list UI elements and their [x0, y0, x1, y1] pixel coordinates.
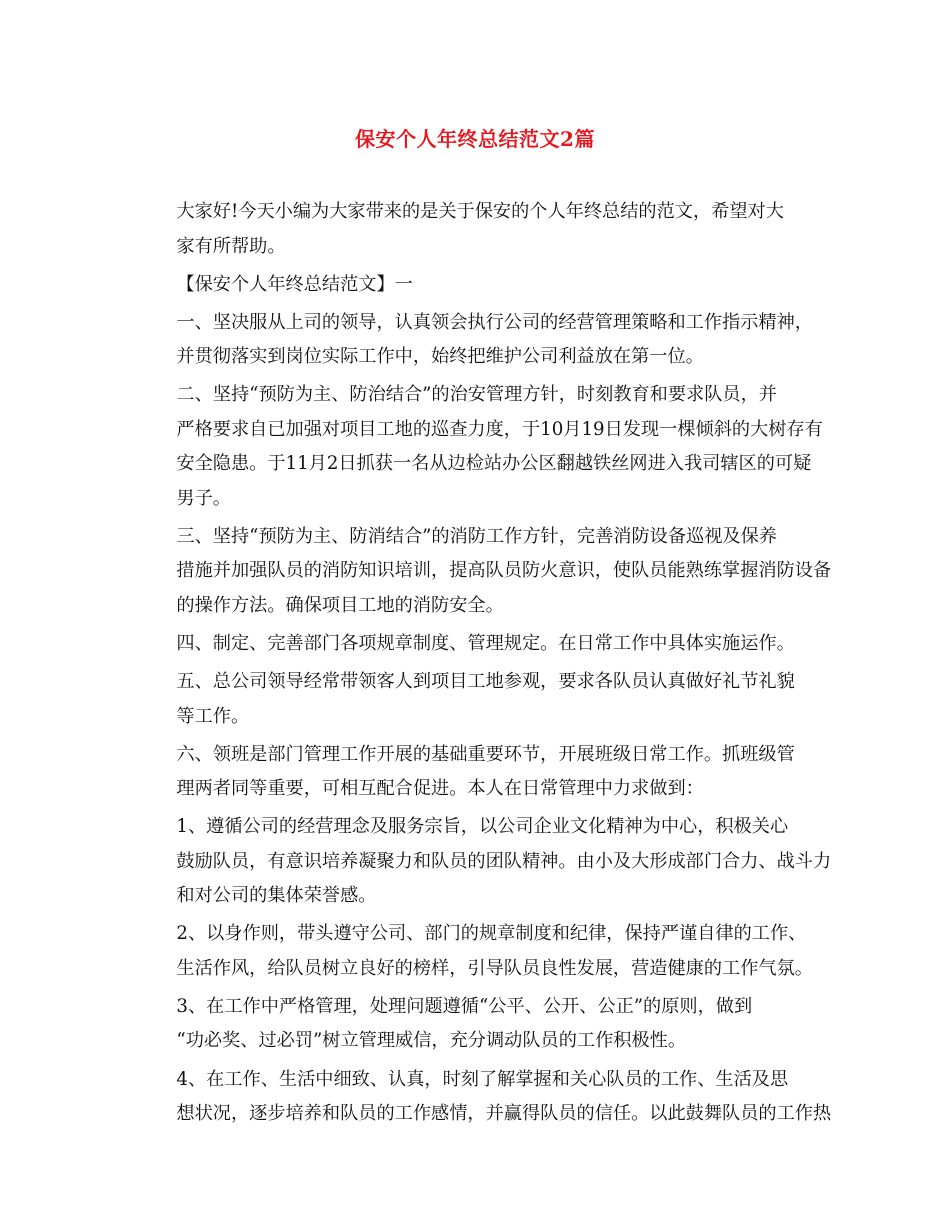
text-line: 2、以身作则，带头遵守公司、部门的规章制度和纪律，保持严谨自律的工作、 [176, 923, 807, 945]
text-line: 男子。 [176, 487, 231, 509]
text-line: 措施并加强队员的消防知识培训，提高队员防火意识，使队员能熟练掌握消防设备 [176, 560, 832, 582]
paragraph-item-5 [140, 665, 820, 734]
text-line: 和对公司的集体荣誉感。 [176, 885, 377, 907]
paragraph-item-3 [140, 520, 832, 624]
text-line: “功必奖、过必罚”树立管理威信，充分调动队员的工作积极性。 [176, 1030, 687, 1052]
document-body [140, 195, 832, 1135]
document-title: 保安个人年终总结范文2篇 [355, 127, 595, 151]
paragraph-item-4 [140, 627, 820, 662]
paragraph-subitem-3 [140, 990, 820, 1059]
text-line: 一、坚决服从上司的领导，认真领会执行公司的经营管理策略和工作指示精神， [176, 311, 813, 333]
text-line: 严格要求自已加强对项目工地的巡查力度，于10月19日发现一棵倾斜的大树存有 [176, 418, 823, 440]
paragraph-subitem-4 [140, 1063, 832, 1132]
section-heading [140, 268, 820, 303]
paragraph-item-1 [140, 306, 820, 375]
text-line: 并贯彻落实到岗位实际工作中，始终把维护公司利益放在第一位。 [176, 346, 704, 368]
text-line: 3、在工作中严格管理，处理问题遵循“公平、公开、公正”的原则，做到 [176, 995, 753, 1017]
text-line: 五、总公司领导经常带领客人到项目工地参观，要求各队员认真做好礼节礼貌 [176, 671, 795, 693]
paragraph-intro [140, 195, 820, 264]
paragraph-subitem-1 [140, 810, 832, 914]
text-line: 想状况，逐步培养和队员的工作感情，并赢得队员的信任。以此鼓舞队员的工作热 [176, 1103, 832, 1125]
text-line: 二、坚持“预防为主、防治结合”的治安管理方针，时刻教育和要求队员，并 [176, 384, 777, 406]
text-line: 六、领班是部门管理工作开展的基础重要环节，开展班级日常工作。抓班级管 [176, 743, 795, 765]
text-line: 【保安个人年终总结范文】一 [176, 273, 413, 295]
text-line: 家有所帮助。 [176, 235, 286, 257]
text-line: 生活作风，给队员树立良好的榜样，引导队员良性发展，营造健康的工作气氛。 [176, 957, 813, 979]
text-line: 4、在工作、生活中细致、认真，时刻了解掌握和关心队员的工作、生活及思 [176, 1068, 789, 1090]
text-line: 安全隐患。于11月2日抓获一名从边检站办公区翻越铁丝网进入我司辖区的可疑 [176, 453, 812, 475]
text-line: 三、坚持“预防为主、防消结合”的消防工作方针，完善消防设备巡视及保养 [176, 525, 777, 547]
text-line: 的操作方法。确保项目工地的消防安全。 [176, 594, 504, 616]
paragraph-item-2 [140, 378, 823, 516]
text-line: 鼓励队员，有意识培养凝聚力和队员的团队精神。由小及大形成部门合力、战斗力 [176, 850, 832, 872]
text-line: 理两者同等重要，可相互配合促进。本人在日常管理中力求做到： [176, 778, 704, 800]
text-line: 等工作。 [176, 705, 250, 727]
paragraph-item-6 [140, 738, 820, 807]
text-line: 四、制定、完善部门各项规章制度、管理规定。在日常工作中具体实施运作。 [176, 632, 795, 654]
paragraph-subitem-2 [140, 917, 820, 986]
text-line: 大家好!今天小编为大家带来的是关于保安的个人年终总结的范文，希望对大 [176, 201, 784, 222]
text-line: 1、遵循公司的经营理念及服务宗旨，以公司企业文化精神为中心，积极关心 [176, 816, 789, 838]
